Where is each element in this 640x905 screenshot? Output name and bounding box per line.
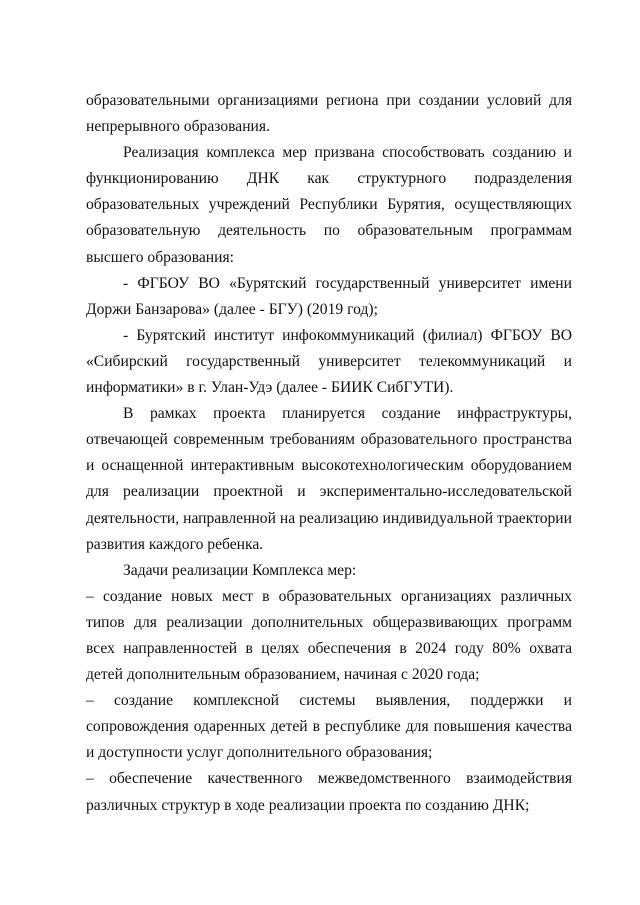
tasks-heading: Задачи реализации Комплекса мер: [123,561,357,579]
document-page [86,88,572,819]
paragraph-infrastructure: В рамках проекта планируется создание инфраструктуры, отвечающей современным требованиям образовательного пространства и оснащенной интерактивным высокотехнологическим оборудованием для реализации проектной и экспериментально-исследовательской деятельности, направленной на реализацию индивидуальной траектории развития каждого ребенка. [86,405,572,553]
paragraph-continuation: образовательными организациями региона при создании условий для непрерывного образования. [86,92,572,136]
list-item-bgu: - ФГБОУ ВО «Бурятский государственный университет имени Доржи Банзарова» (далее - БГУ) (2019 год); [86,274,572,318]
list-item-biik-sibguti: - Бурятский институт инфокоммуникаций (филиал) ФГБОУ ВО «Сибирский государственный университет телекоммуникаций и информатики» в г. Улан-Удэ (далее - БИИК СибГУТИ). [86,326,572,397]
paragraph-complex-purpose: Реализация комплекса мер призвана способствовать созданию и функционированию ДНК как структурного подразделения образовательных учреждений Республики Бурятия, осуществляющих образовательную деятельность по образовательным программам высшего образования: [86,144,572,266]
task-item-gifted-children: – создание комплексной системы выявления, поддержки и сопровождения одаренных детей в республике для повышения качества и доступности услуг дополнительного образования; [86,692,572,762]
task-item-new-places: – создание новых мест в образовательных организациях различных типов для реализации дополнительных общеразвивающих программ всех направленностей в целях обеспечения в 2024 году 80% охвата детей дополнительным образованием, начиная с 2020 года; [86,587,572,684]
task-item-interagency: – обеспечение качественного межведомственного взаимодействия различных структур в ходе реализации проекта по созданию ДНК; [86,770,572,814]
